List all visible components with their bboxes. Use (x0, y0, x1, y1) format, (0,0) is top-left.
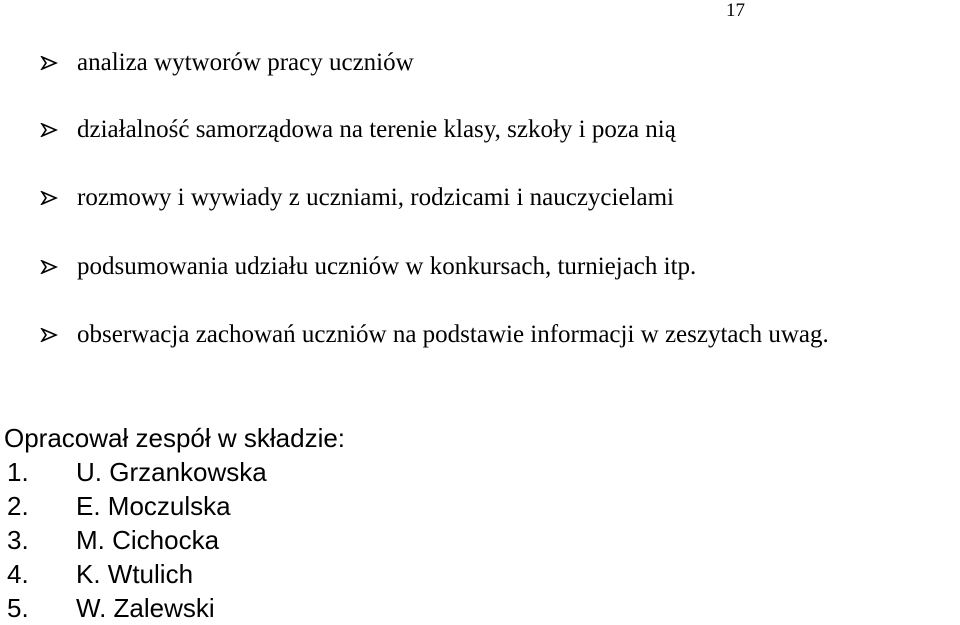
bullet-text: podsumowania udziału uczniów w konkursach, turniejach itp. (77, 253, 697, 280)
bullet-text: działalność samorządowa na terenie klasy, szkoły i poza nią (77, 116, 676, 143)
member-number: 1. (7, 457, 29, 487)
member-number: 2. (7, 491, 29, 521)
arrowhead-bullet-icon (40, 191, 58, 205)
member-item (0, 455, 345, 489)
member-name: M. Cichocka (76, 525, 220, 555)
bullet-text: obserwacja zachowań uczniów na podstawie informacji w zeszytach uwag. (77, 321, 829, 348)
arrowhead-bullet-icon (40, 123, 58, 137)
member-item (0, 523, 345, 557)
arrowhead-bullet-icon (40, 260, 58, 274)
member-list (0, 455, 345, 625)
page-number: 17 (726, 0, 745, 21)
member-name: E. Moczulska (76, 491, 231, 521)
member-name: W. Zalewski (76, 593, 215, 623)
member-number: 5. (7, 593, 29, 623)
arrowhead-bullet-icon (40, 56, 58, 70)
member-item (0, 489, 345, 523)
team-section (0, 421, 345, 625)
member-item (0, 591, 345, 625)
bullet-text: analiza wytworów pracy uczniów (77, 49, 414, 76)
member-name: K. Wtulich (76, 559, 194, 589)
member-item (0, 557, 345, 591)
bullet-text: rozmowy i wywiady z uczniami, rodzicami i nauczycielami (77, 184, 674, 211)
arrowhead-bullet-icon (40, 328, 58, 342)
member-number: 3. (7, 525, 29, 555)
member-name: U. Grzankowska (76, 457, 267, 487)
member-number: 4. (7, 559, 29, 589)
team-heading: Opracował zespół w składzie: (4, 423, 346, 453)
